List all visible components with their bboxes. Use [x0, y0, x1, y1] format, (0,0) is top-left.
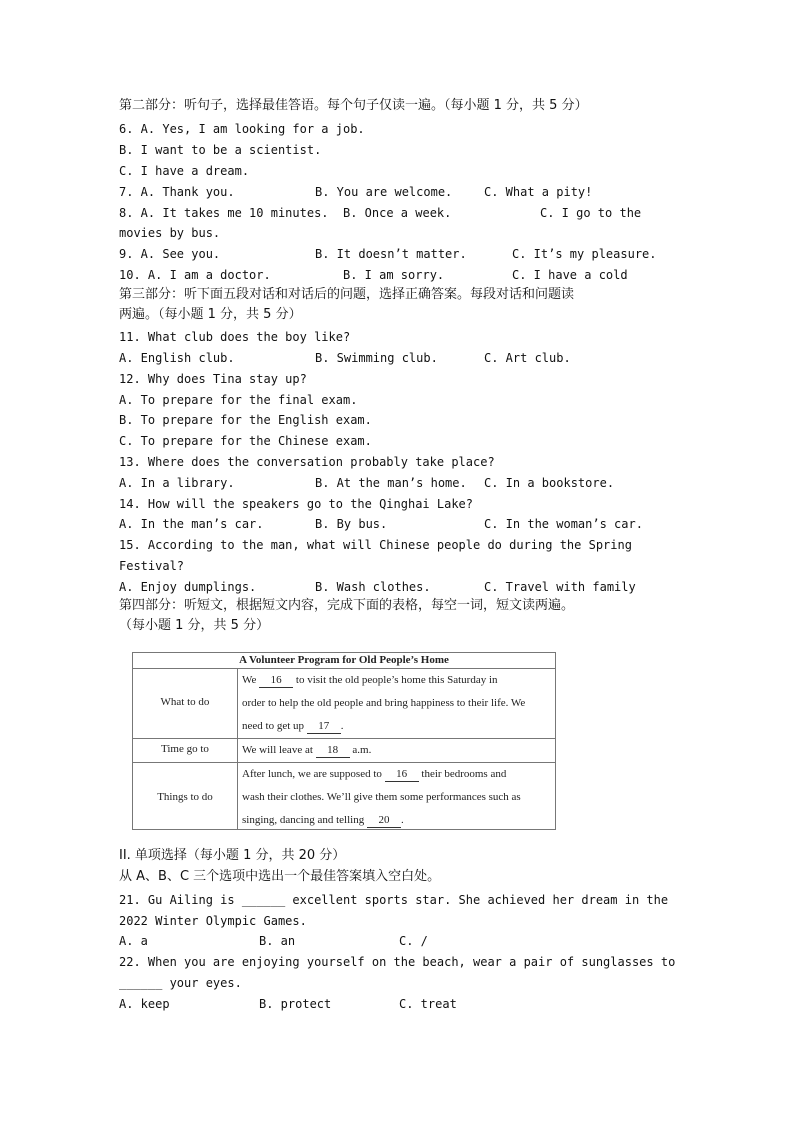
q12-option-a: A. To prepare for the final exam. [119, 393, 358, 407]
q14-option-a: A. In the man’s car. [119, 517, 264, 531]
q8-option-c: C. I go to the [540, 206, 642, 220]
q9-option-b: B. It doesn’t matter. [315, 247, 467, 261]
q9-option-a: 9. A. See you. [119, 247, 221, 261]
row3-line3: singing, dancing and telling 20 . [242, 814, 404, 826]
q21-question: 21. Gu Ailing is ______ excellent sports star. She achieved her dream in the [119, 893, 669, 907]
row-label-time-go-to: Time go to [161, 743, 209, 755]
q6-option-b: B. I want to be a scientist. [119, 143, 322, 157]
blank-19: 16 [385, 768, 419, 782]
q21-option-a: A. a [119, 934, 148, 948]
q12-option-b: B. To prepare for the English exam. [119, 413, 372, 427]
q11-option-a: A. English club. [119, 351, 235, 365]
q7-option-c: C. What a pity! [484, 185, 593, 199]
q22-continuation: ______ your eyes. [119, 976, 242, 990]
q15-option-a: A. Enjoy dumplings. [119, 580, 257, 594]
part3-heading-line2: 两遍。（每小题 1 分，共 5 分） [119, 307, 302, 322]
row2-text: We will leave at 18 a.m. [242, 744, 372, 756]
row3-line2: wash their clothes. We’ll give them some performances such as [242, 791, 521, 803]
section2-instruction: 从 A、B、C 三个选项中选出一个最佳答案填入空白处。 [119, 869, 441, 884]
q6-option-a: 6. A. Yes, I am looking for a job. [119, 122, 365, 136]
row1-line3: need to get up 17 . [242, 720, 344, 732]
row1-line2: order to help the old people and bring happiness to their life. We [242, 697, 526, 709]
q15-option-c: C. Travel with family [484, 580, 636, 594]
q12-option-c: C. To prepare for the Chinese exam. [119, 434, 372, 448]
q7-option-b: B. You are welcome. [315, 185, 453, 199]
q13-option-a: A. In a library. [119, 476, 235, 490]
blank-20: 20 [367, 814, 401, 828]
q22-option-b: B. protect [259, 997, 332, 1011]
q8-continuation: movies by bus. [119, 226, 221, 240]
part2-heading: 第二部分：听句子，选择最佳答语。每个句子仅读一遍。（每小题 1 分，共 5 分） [119, 98, 588, 113]
q10-option-a: 10. A. I am a doctor. [119, 268, 271, 282]
q10-option-b: B. I am sorry. [343, 268, 445, 282]
q14-option-b: B. By bus. [315, 517, 388, 531]
part4-heading-line1: 第四部分：听短文，根据短文内容，完成下面的表格，每空一词，短文读两遍。 [119, 598, 575, 613]
q9-option-c: C. It’s my pleasure. [512, 247, 657, 261]
q14-option-c: C. In the woman’s car. [484, 517, 643, 531]
q6-option-c: C. I have a dream. [119, 164, 250, 178]
q13-question: 13. Where does the conversation probably take place? [119, 455, 495, 469]
blank-17: 17 [307, 720, 341, 734]
volunteer-program-table [132, 652, 556, 830]
q13-option-b: B. At the man’s home. [315, 476, 467, 490]
part4-heading-line2: （每小题 1 分，共 5 分） [119, 618, 270, 633]
q10-option-c: C. I have a cold [512, 268, 628, 282]
q11-option-b: B. Swimming club. [315, 351, 438, 365]
blank-18: 18 [316, 744, 350, 758]
q22-question: 22. When you are enjoying yourself on the beach, wear a pair of sunglasses to [119, 955, 676, 969]
q7-option-a: 7. A. Thank you. [119, 185, 235, 199]
q15-option-b: B. Wash clothes. [315, 580, 431, 594]
q8-option-a: 8. A. It takes me 10 minutes. [119, 206, 329, 220]
row-label-what-to-do: What to do [160, 696, 210, 708]
q8-option-b: B. Once a week. [343, 206, 452, 220]
row3-line1: After lunch, we are supposed to 16 their bedrooms and [242, 768, 507, 780]
q22-option-a: A. keep [119, 997, 170, 1011]
q11-question: 11. What club does the boy like? [119, 330, 351, 344]
q12-question: 12. Why does Tina stay up? [119, 372, 307, 386]
q15-continuation: Festival? [119, 559, 185, 573]
section2-heading: II. 单项选择（每小题 1 分，共 20 分） [119, 848, 346, 863]
q21-option-b: B. an [259, 934, 296, 948]
q21-option-c: C. / [399, 934, 428, 948]
table-title: A Volunteer Program for Old People’s Home [133, 653, 555, 669]
q13-option-c: C. In a bookstore. [484, 476, 615, 490]
q22-option-c: C. treat [399, 997, 457, 1011]
row-label-things-to-do: Things to do [157, 791, 213, 803]
q21-continuation: 2022 Winter Olympic Games. [119, 914, 307, 928]
blank-16: 16 [259, 674, 293, 688]
part3-heading-line1: 第三部分：听下面五段对话和对话后的问题，选择正确答案。每段对话和问题读 [119, 287, 575, 302]
row1-line1: We 16 to visit the old people’s home this Saturday in [242, 674, 498, 686]
q11-option-c: C. Art club. [484, 351, 571, 365]
q15-question: 15. According to the man, what will Chinese people do during the Spring [119, 538, 632, 552]
q14-question: 14. How will the speakers go to the Qinghai Lake? [119, 497, 474, 511]
